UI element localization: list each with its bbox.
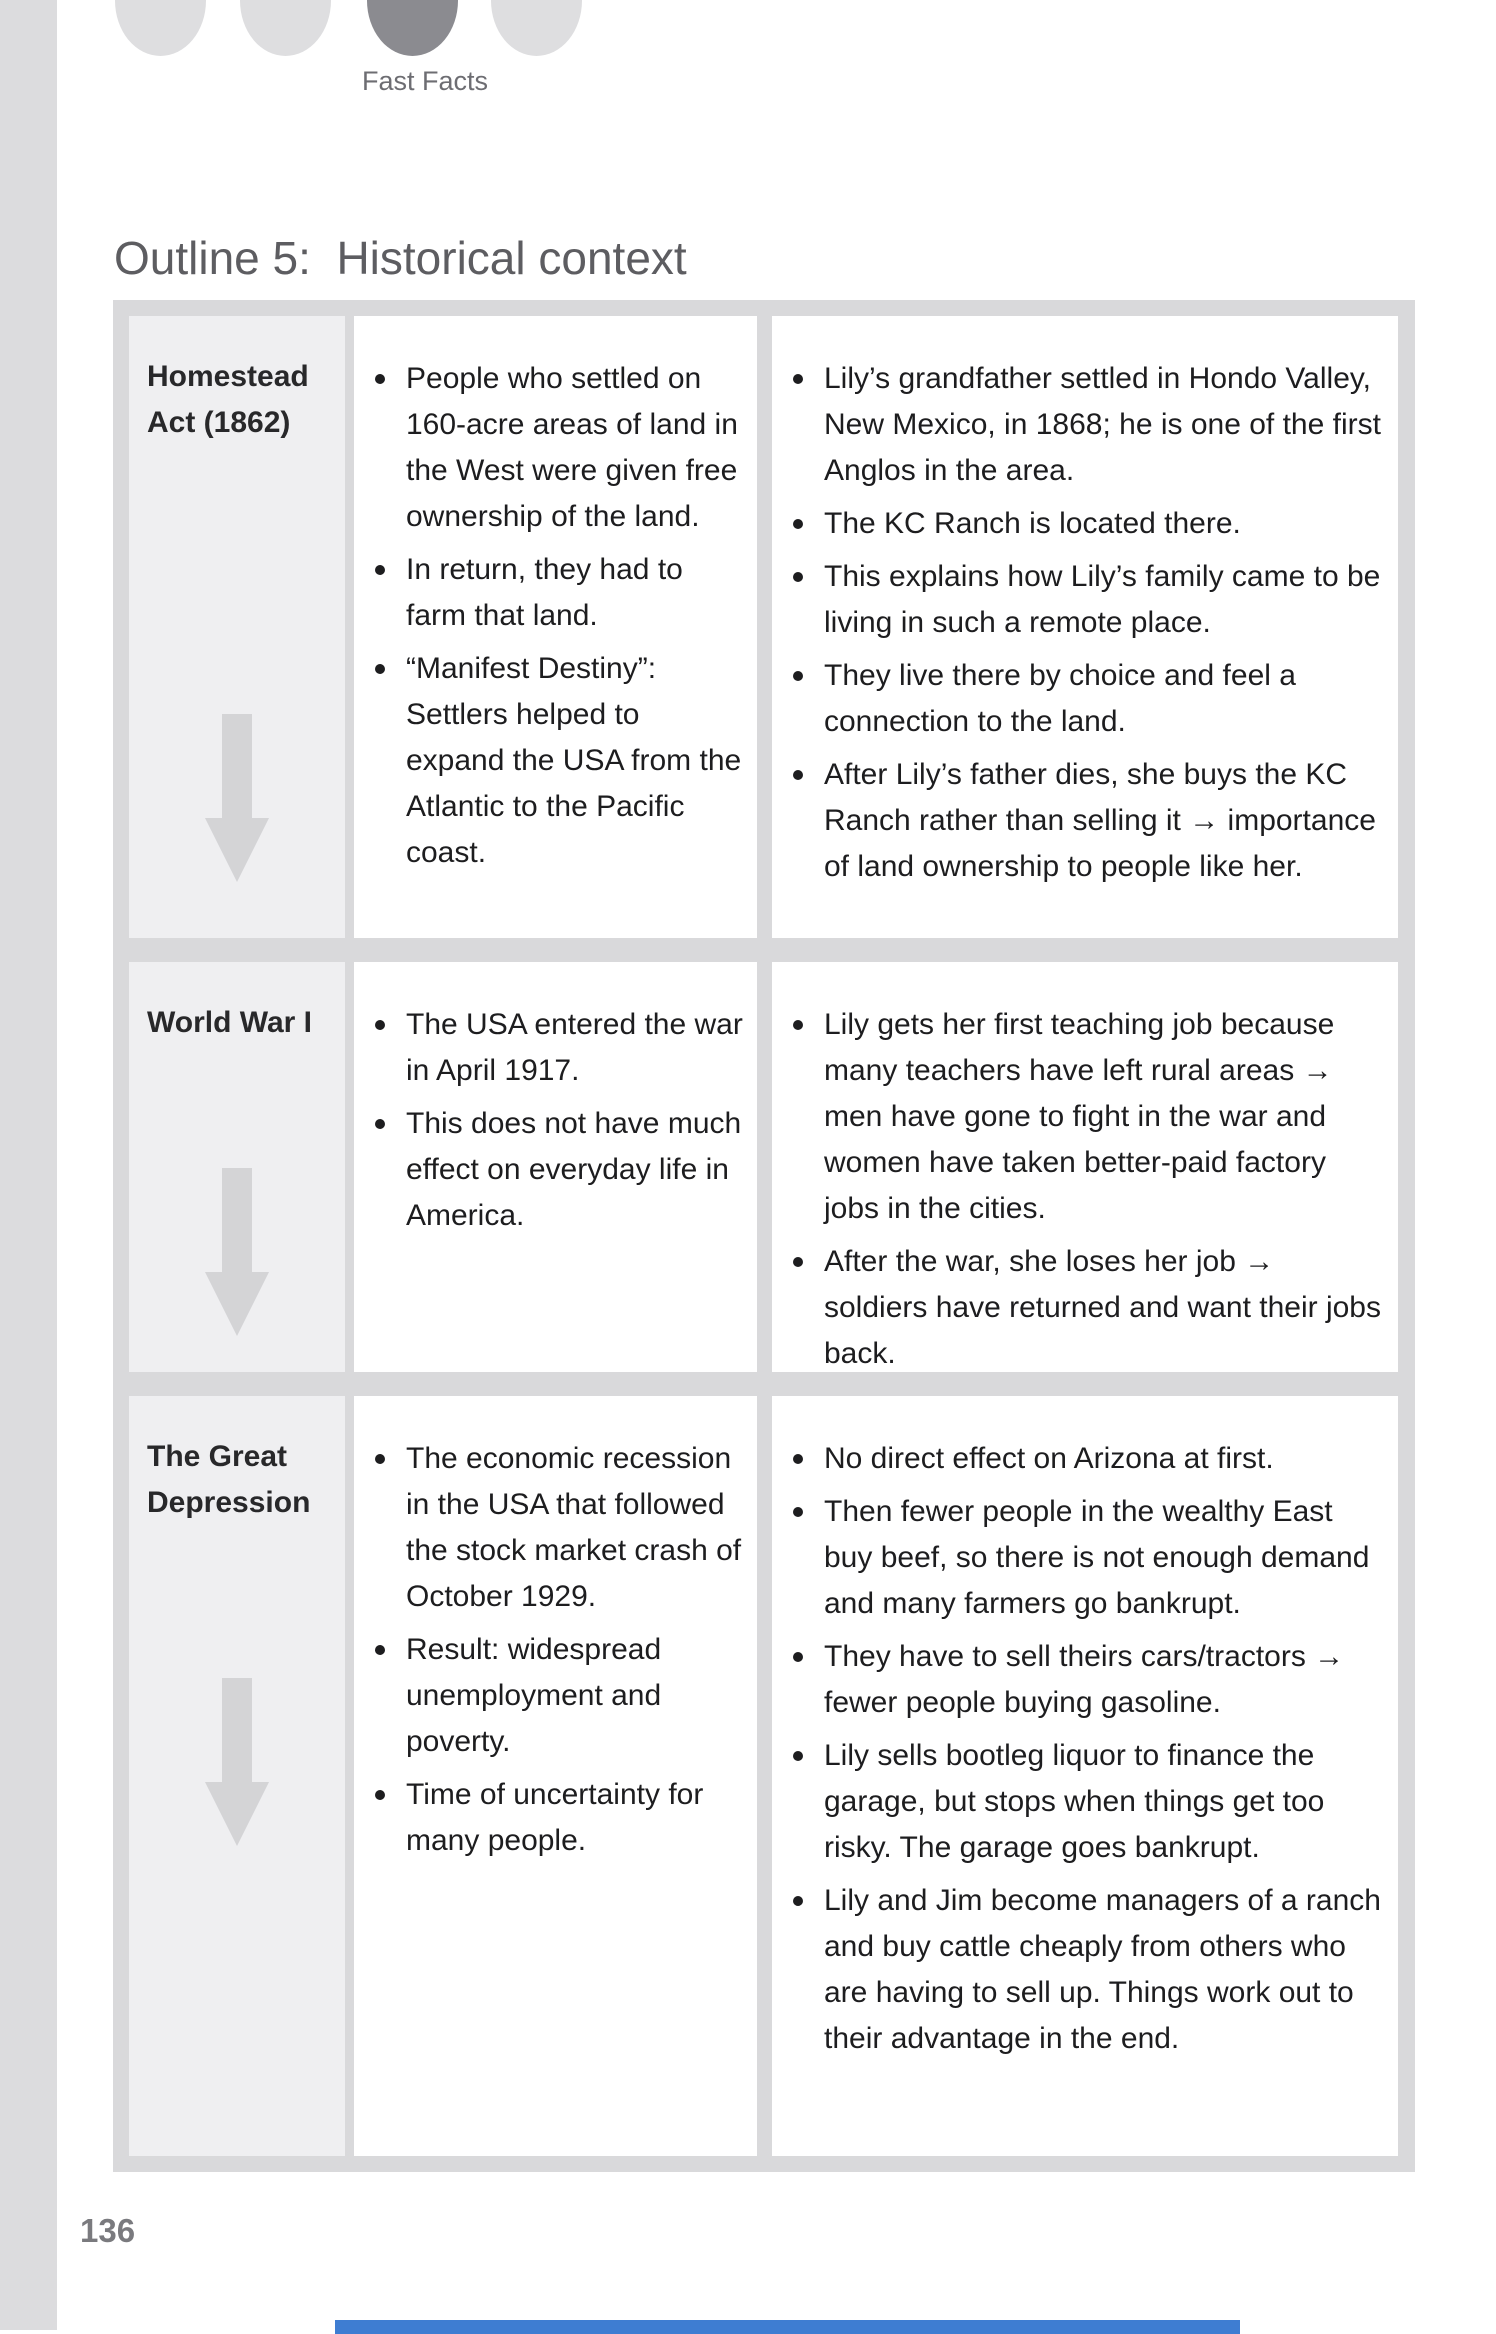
facts-cell: [354, 1396, 757, 2156]
bullet-item: This explains how Lily’s family came to be living in such a remote place.: [772, 554, 1384, 646]
footer-accent-bar: [335, 2320, 1240, 2334]
bullet-item: This does not have much effect on everyday life in America.: [354, 1101, 743, 1239]
page-number: 136: [80, 2212, 136, 2249]
bullet-item: They have to sell theirs cars/tractors → fewer people buying gasoline.: [772, 1634, 1384, 1726]
row-label: The Great Depression: [147, 1440, 311, 1519]
row-label: World War I: [147, 1006, 312, 1039]
bullet-item: The KC Ranch is located there.: [772, 501, 1384, 547]
tab-indicator-3-active: [367, 0, 458, 56]
bullet-item: No direct effect on Arizona at first.: [772, 1436, 1384, 1482]
bullet-item: “Manifest Destiny”: Settlers helped to expand the USA from the Atlantic to the Pacific coast.: [354, 646, 743, 876]
table-row-great-depression: [129, 1396, 1399, 2156]
table-row-homestead-act: [129, 316, 1399, 938]
bullet-item: After Lily’s father dies, she buys the KC Ranch rather than selling it → importance of land ownership to people like her.: [772, 752, 1384, 890]
story-link-cell: [772, 316, 1398, 938]
down-arrow-icon: [205, 1678, 269, 1846]
historical-context-table: [113, 300, 1415, 2172]
bullet-item: The economic recession in the USA that followed the stock market crash of October 1929.: [354, 1436, 743, 1620]
page-margin-strip: [0, 0, 57, 2330]
bullet-item: Then fewer people in the wealthy East buy beef, so there is not enough demand and many farmers go bankrupt.: [772, 1489, 1384, 1627]
row-label-cell: [129, 1396, 345, 2156]
bullet-item: Result: widespread unemployment and poverty.: [354, 1627, 743, 1765]
tab-indicator-4: [491, 0, 582, 56]
bullet-item: Lily’s grandfather settled in Hondo Valley, New Mexico, in 1868; he is one of the first Anglos in the area.: [772, 356, 1384, 494]
bullet-item: In return, they had to farm that land.: [354, 547, 743, 639]
page-title: Outline 5: Historical context: [114, 231, 687, 284]
bullet-item: They live there by choice and feel a connection to the land.: [772, 653, 1384, 745]
bullet-item: Time of uncertainty for many people.: [354, 1772, 743, 1864]
bullet-item: People who settled on 160-acre areas of land in the West were given free ownership of the land.: [354, 356, 743, 540]
story-link-cell: [772, 1396, 1398, 2156]
row-label: Homestead Act (1862): [147, 360, 309, 439]
section-label: Fast Facts: [361, 66, 489, 96]
facts-cell: [354, 316, 757, 938]
tab-indicator-1: [115, 0, 206, 56]
table-row-world-war-1: [129, 962, 1399, 1372]
bullet-item: Lily and Jim become managers of a ranch and buy cattle cheaply from others who are having to sell up. Things work out to their advantage in the end.: [772, 1878, 1384, 2062]
bullet-item: Lily gets her first teaching job because many teachers have left rural areas → men have gone to fight in the war and women have taken better-paid factory jobs in the cities.: [772, 1002, 1384, 1232]
story-link-cell: [772, 962, 1398, 1372]
down-arrow-icon: [205, 1168, 269, 1336]
down-arrow-icon: [205, 714, 269, 882]
bullet-item: Lily sells bootleg liquor to finance the garage, but stops when things get too risky. The garage goes bankrupt.: [772, 1733, 1384, 1871]
tab-indicator-2: [240, 0, 331, 56]
bullet-item: The USA entered the war in April 1917.: [354, 1002, 743, 1094]
bullet-item: After the war, she loses her job → soldiers have returned and want their jobs back.: [772, 1239, 1384, 1372]
row-label-cell: [129, 962, 345, 1372]
facts-cell: [354, 962, 757, 1372]
row-label-cell: [129, 316, 345, 938]
